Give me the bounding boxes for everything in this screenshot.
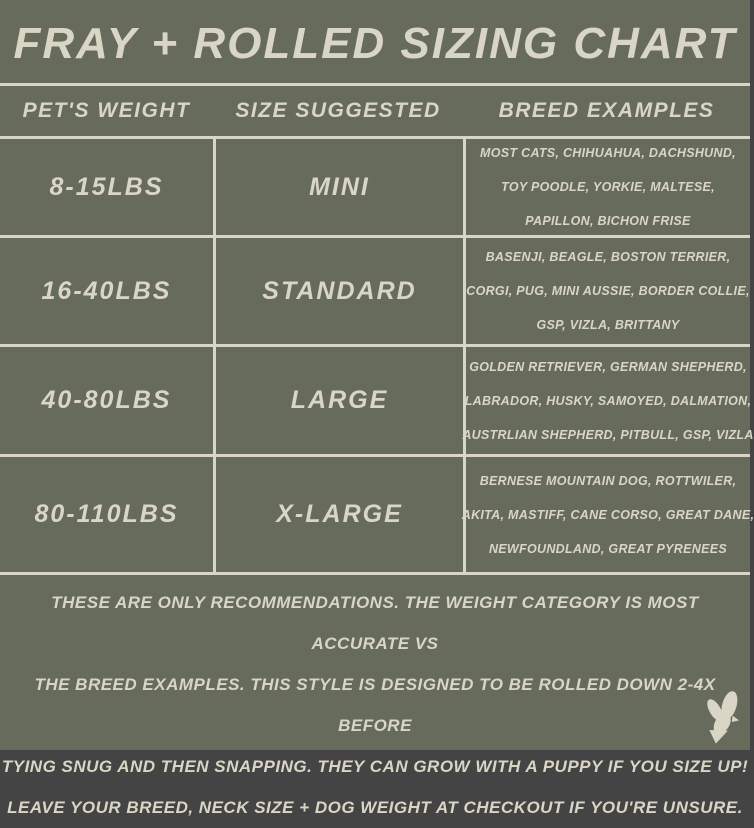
weight-value: 80-110LBS: [34, 500, 179, 528]
breed-line: NEWFOUNDLAND, GREAT PYRENEES: [488, 541, 728, 556]
breed-line: TOY POODLE, YORKIE, MALTESE,: [501, 180, 715, 194]
flying-bird-icon: [699, 686, 747, 750]
table-row-2-weight-cell: [0, 238, 213, 344]
table-row-4-breeds-cell: [461, 457, 754, 572]
weight-value: 16-40LBS: [41, 276, 172, 305]
breed-line: BASENJI, BEAGLE, BOSTON TERRIER,: [485, 250, 731, 264]
table-row-1-breeds-cell: [466, 139, 750, 235]
breed-line: CORGI, PUG, MINI AUSSIE, BORDER COLLIE,: [466, 284, 750, 298]
breed-line: MOST CATS, CHIHUAHUA, DACHSHUND,: [480, 146, 736, 160]
sizing-table: [0, 139, 754, 572]
table-row-3-size-cell: [216, 347, 463, 454]
weight-value: 40-80LBS: [41, 386, 172, 414]
table-row-3-weight-cell: [0, 347, 213, 454]
breed-line: GOLDEN RETRIEVER, GERMAN SHEPHERD,: [469, 359, 747, 374]
breed-line: AKITA, MASTIFF, CANE CORSO, GREAT DANE,: [461, 507, 754, 522]
footer-line: THE BREED EXAMPLES. THIS STYLE IS DESIGNED TO BE ROLLED DOWN 2-4X BEFORE: [34, 675, 716, 735]
page-title: FRAY + ROLLED SIZING CHART: [13, 18, 737, 68]
header-breed-examples: BREED EXAMPLES: [498, 99, 715, 122]
weight-value: 8-15LBS: [49, 172, 164, 201]
footer-note: [0, 575, 750, 828]
breed-line: BERNESE MOUNTAIN DOG, ROTTWILER,: [479, 473, 737, 488]
footer-line: LEAVE YOUR BREED, NECK SIZE + DOG WEIGHT AT CHECKOUT IF YOU'RE UNSURE.: [7, 798, 743, 817]
size-value: MINI: [309, 172, 370, 201]
header-size-suggested: SIZE SUGGESTED: [235, 99, 441, 122]
breed-line: GSP, VIZLA, BRITTANY: [536, 318, 680, 332]
table-row-3-breeds-cell: [462, 347, 754, 454]
table-row-1-size-cell: [216, 139, 463, 235]
breed-line: AUSTRLIAN SHEPHERD, PITBULL, GSP, VIZLA: [462, 427, 754, 442]
table-row-2-breeds-cell: [466, 238, 750, 344]
size-value: LARGE: [290, 386, 389, 414]
table-row-4-size-cell: [216, 457, 463, 572]
table-row-1-weight-cell: [0, 139, 213, 235]
table-row-2-size-cell: [216, 238, 463, 344]
breed-line: LABRADOR, HUSKY, SAMOYED, DALMATION,: [464, 393, 752, 408]
header-pets-weight: PET'S WEIGHT: [22, 99, 191, 122]
size-value: X-LARGE: [276, 500, 403, 528]
size-value: STANDARD: [262, 276, 417, 305]
table-header-row: [0, 86, 750, 136]
footer-line: TYING SNUG AND THEN SNAPPING. THEY CAN GROW WITH A PUPPY IF YOU SIZE UP!: [1, 757, 749, 776]
breed-line: PAPILLON, BICHON FRISE: [525, 214, 691, 228]
table-row-4-weight-cell: [0, 457, 213, 572]
footer-line: THESE ARE ONLY RECOMMENDATIONS. THE WEIGHT CATEGORY IS MOST ACCURATE VS: [51, 593, 699, 653]
